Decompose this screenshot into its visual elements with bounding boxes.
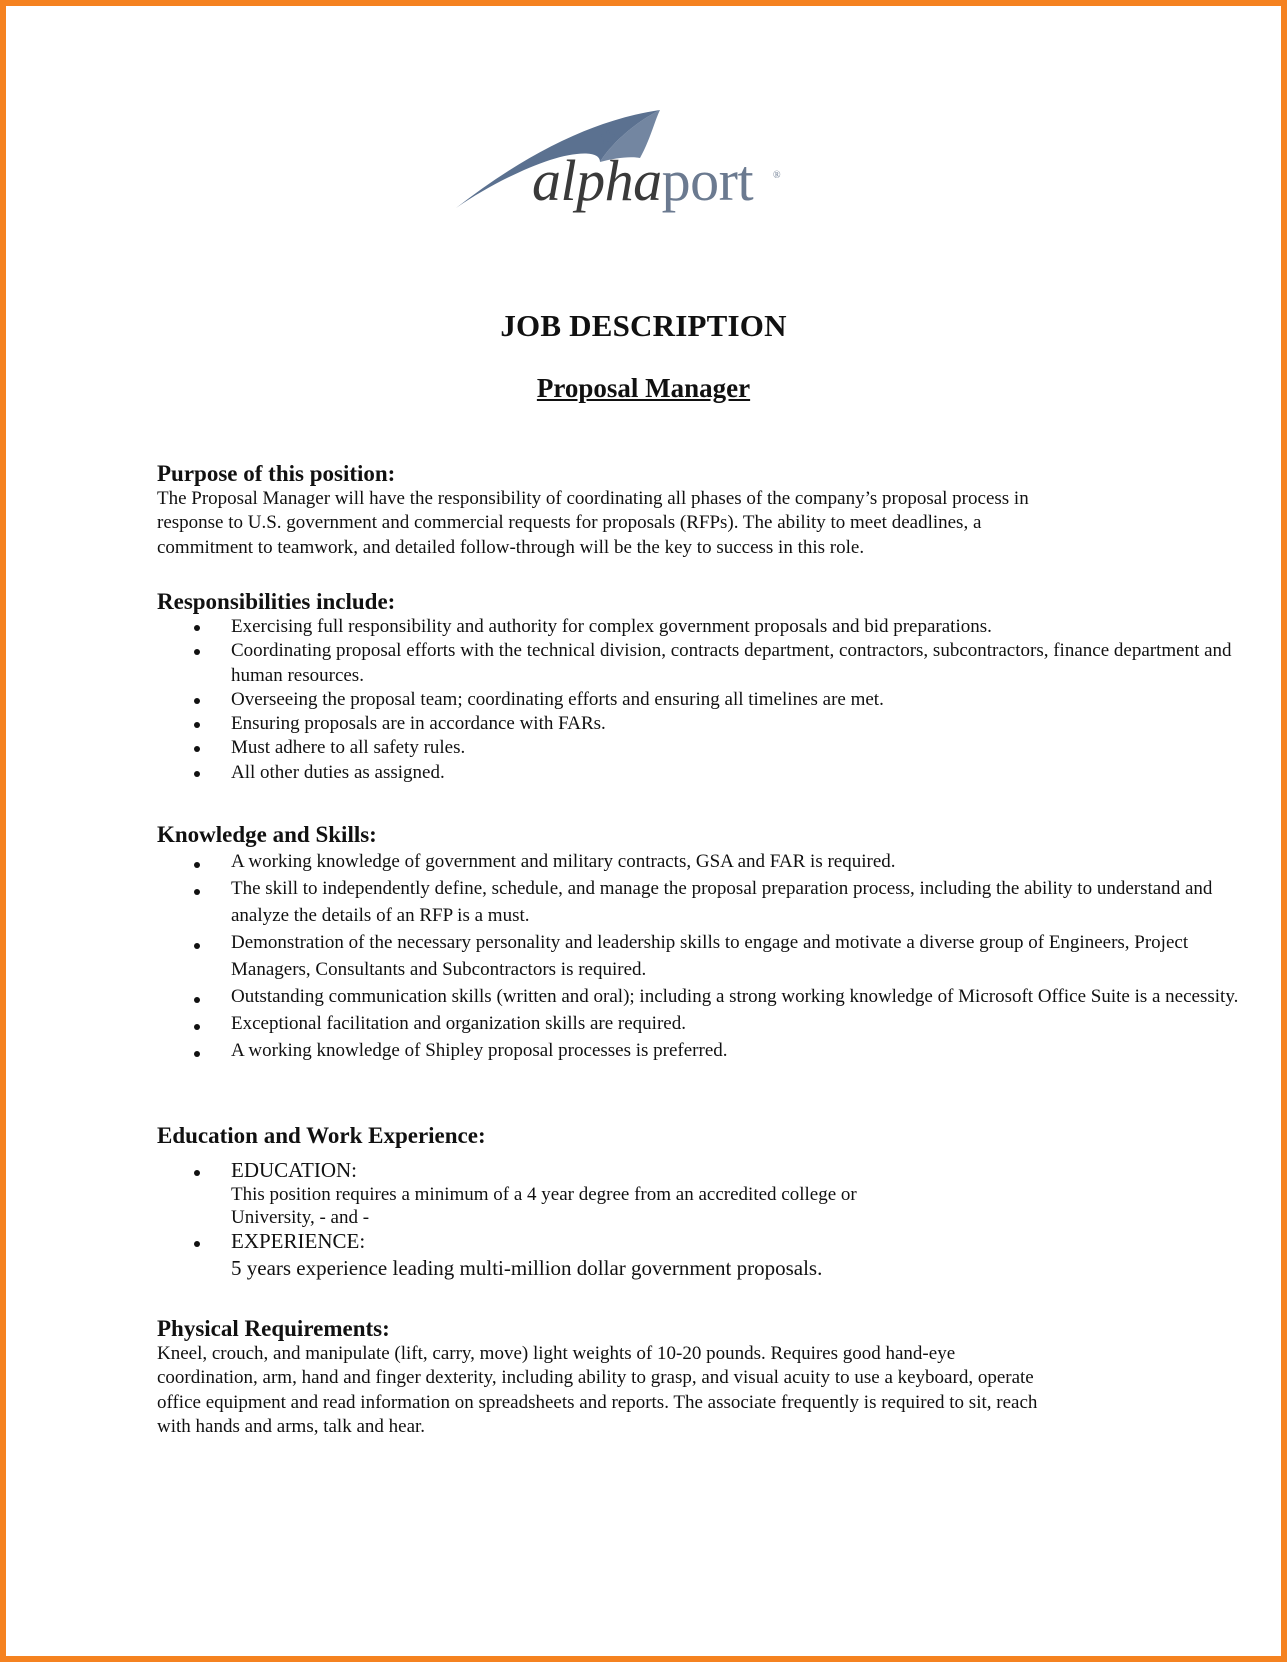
experience-requirement: 5 years experience leading multi-million dollar government proposals. — [231, 1256, 823, 1280]
education-heading: Education and Work Experience: — [157, 1123, 486, 1148]
knowledge-heading: Knowledge and Skills: — [157, 822, 377, 847]
purpose-line: response to U.S. government and commercial requests for proposals (RFPs). The ability to meet deadlines, a — [157, 512, 982, 534]
list-item — [157, 639, 1247, 688]
purpose-line: commitment to teamwork, and detailed follow-through will be the key to success in this role. — [157, 536, 865, 558]
list-item-text: Exceptional facilitation and organization skills are required. — [231, 1013, 686, 1034]
bullet-icon — [194, 862, 200, 868]
list-item — [157, 688, 1247, 712]
list-item-text: Ensuring proposals are in accordance with FARs. — [231, 713, 606, 735]
bullet-icon — [194, 771, 200, 777]
bullet-icon — [194, 649, 200, 655]
physical-line: office equipment and read information on spreadsheets and reports. The associate frequently is required to sit, reach — [157, 1391, 1038, 1413]
registered-mark: ® — [773, 170, 781, 181]
physical-line: Kneel, crouch, and manipulate (lift, carry, move) light weights of 10-20 pounds. Requires good hand-eye — [157, 1343, 956, 1364]
bullet-icon — [194, 1241, 200, 1247]
list-item — [157, 1158, 1247, 1229]
logo-text-port: port — [661, 148, 754, 213]
bullet-icon — [194, 625, 200, 631]
bullet-icon — [194, 698, 200, 704]
bullet-icon — [194, 746, 200, 752]
bullet-icon — [194, 1051, 200, 1057]
list-item-text: The skill to independently define, schedule, and manage the proposal preparation process, including the ability to understand and analyze the details of an RFP is a must. — [231, 878, 1213, 926]
physical-section — [157, 1316, 1247, 1439]
education-label: EDUCATION: — [231, 1158, 357, 1182]
list-item — [157, 929, 1247, 983]
education-section — [157, 1123, 1247, 1282]
list-item-text: Demonstration of the necessary personality and leadership skills to engage and motivate a diverse group of Engineers, Project Managers, Consultants and Subcontractors is required. — [231, 932, 1189, 980]
logo-wordmark — [532, 148, 754, 213]
knowledge-list — [157, 848, 1247, 1064]
list-item-text: All other duties as assigned. — [231, 761, 445, 783]
responsibilities-section — [157, 589, 1247, 785]
education-list — [157, 1158, 1247, 1282]
list-item — [157, 712, 1247, 736]
responsibilities-list — [157, 615, 1247, 785]
list-item — [157, 615, 1247, 639]
list-item — [157, 1037, 1247, 1064]
logo-text-alpha: alpha — [532, 148, 662, 213]
list-item-text: Coordinating proposal efforts with the technical division, contracts department, contractors, subcontractors, finance department and human resources. — [231, 640, 1232, 686]
bullet-icon — [194, 722, 200, 728]
physical-heading: Physical Requirements: — [157, 1316, 390, 1341]
bullet-icon — [194, 889, 200, 895]
list-item — [157, 1010, 1247, 1037]
bullet-icon — [194, 1024, 200, 1030]
list-item-text: A working knowledge of government and military contracts, GSA and FAR is required. — [231, 851, 896, 872]
list-item — [157, 761, 1247, 785]
purpose-line: The Proposal Manager will have the responsibility of coordinating all phases of the company’s proposal process in — [157, 488, 1029, 509]
list-item — [157, 1229, 1247, 1282]
list-item — [157, 736, 1247, 760]
list-item — [157, 875, 1247, 929]
knowledge-section — [157, 822, 1247, 1064]
list-item — [157, 983, 1247, 1010]
bullet-icon — [194, 943, 200, 949]
physical-line: coordination, arm, hand and finger dexterity, including ability to grasp, and visual acuity to use a keyboard, operate — [157, 1367, 1034, 1389]
physical-line: with hands and arms, talk and hear. — [157, 1415, 426, 1437]
company-logo — [450, 100, 790, 240]
bullet-icon — [194, 997, 200, 1003]
experience-label: EXPERIENCE: — [231, 1229, 366, 1253]
list-item-text: Overseeing the proposal team; coordinating efforts and ensuring all timelines are met. — [231, 688, 884, 710]
list-item-text: A working knowledge of Shipley proposal processes is preferred. — [231, 1040, 728, 1061]
list-item — [157, 848, 1247, 875]
bullet-icon — [194, 1170, 200, 1176]
list-item-text: Outstanding communication skills (written and oral); including a strong working knowledge of Microsoft Office Suite is a necessity. — [231, 986, 1239, 1007]
purpose-section — [157, 461, 1247, 560]
job-title: Proposal Manager — [536, 373, 751, 403]
list-item-text: Must adhere to all safety rules. — [231, 737, 466, 759]
responsibilities-heading: Responsibilities include: — [157, 589, 396, 614]
document-title: JOB DESCRIPTION — [500, 308, 787, 343]
list-item-text: Exercising full responsibility and authority for complex government proposals and bid preparations. — [231, 616, 992, 637]
education-requirement-line: This position requires a minimum of a 4 year degree from an accredited college or — [231, 1184, 857, 1205]
education-requirement-line: University, - and - — [231, 1207, 370, 1228]
purpose-heading: Purpose of this position: — [157, 461, 396, 486]
